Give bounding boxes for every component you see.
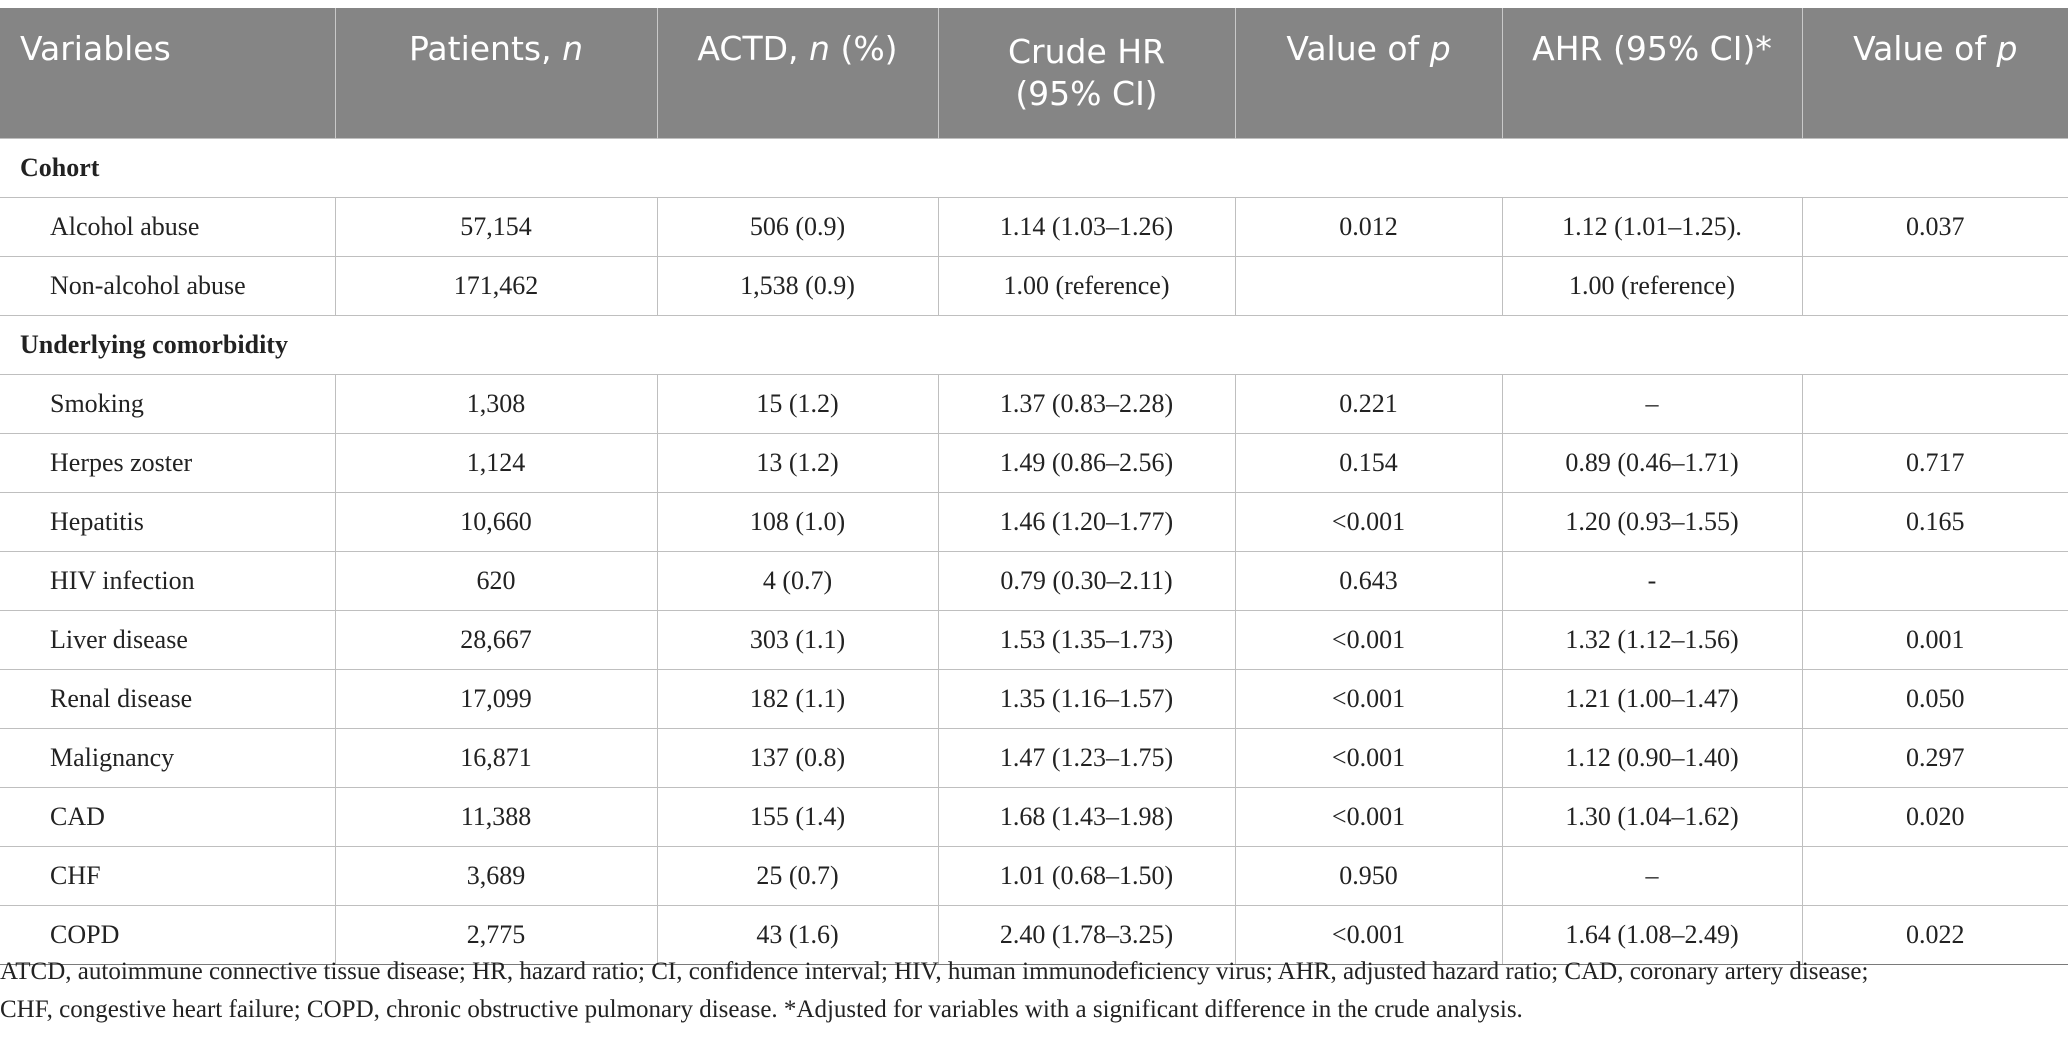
table-cell: Non-alcohol abuse — [0, 257, 335, 316]
table-cell: 137 (0.8) — [657, 729, 938, 788]
table-row — [0, 552, 2068, 611]
table-cell: 0.022 — [1802, 906, 2068, 965]
table-cell: Hepatitis — [0, 493, 335, 552]
table-row — [0, 375, 2068, 434]
table-cell: CAD — [0, 788, 335, 847]
table-cell: 1.53 (1.35–1.73) — [938, 611, 1235, 670]
table-cell: Malignancy — [0, 729, 335, 788]
table-cell: - — [1502, 552, 1802, 611]
section-row — [0, 316, 2068, 375]
header-actd: ACTD, n (%) — [657, 8, 938, 139]
table-cell: HIV infection — [0, 552, 335, 611]
table-cell: 15 (1.2) — [657, 375, 938, 434]
table-cell: 43 (1.6) — [657, 906, 938, 965]
section-row — [0, 139, 2068, 198]
table-cell — [1802, 375, 2068, 434]
table-cell: 0.012 — [1235, 198, 1502, 257]
table-cell: 2,775 — [335, 906, 657, 965]
table-cell: 28,667 — [335, 611, 657, 670]
table-cell: 0.643 — [1235, 552, 1502, 611]
table-cell: Liver disease — [0, 611, 335, 670]
table-cell: <0.001 — [1235, 611, 1502, 670]
table-cell: <0.001 — [1235, 906, 1502, 965]
table-cell: 0.221 — [1235, 375, 1502, 434]
table-cell: 11,388 — [335, 788, 657, 847]
section-title: Underlying comorbidity — [0, 316, 2068, 375]
table-cell: 1.21 (1.00–1.47) — [1502, 670, 1802, 729]
table-cell: 1.32 (1.12–1.56) — [1502, 611, 1802, 670]
footnote-line-1: ATCD, autoimmune connective tissue disease; HR, hazard ratio; CI, confidence interval; HIV, human immunodeficiency virus; AHR, adjusted hazard ratio; CAD, coronary artery disease; — [0, 958, 1869, 985]
table-cell: – — [1502, 375, 1802, 434]
table-cell — [1802, 257, 2068, 316]
table-cell: 1.49 (0.86–2.56) — [938, 434, 1235, 493]
table-cell: 1.35 (1.16–1.57) — [938, 670, 1235, 729]
table-cell: 57,154 — [335, 198, 657, 257]
results-table — [0, 8, 2068, 965]
header-patients: Patients, n — [335, 8, 657, 139]
section-title: Cohort — [0, 139, 2068, 198]
table-cell: 0.037 — [1802, 198, 2068, 257]
table-cell — [1802, 552, 2068, 611]
table-cell: 13 (1.2) — [657, 434, 938, 493]
table-container — [0, 8, 2068, 965]
header-ahr: AHR (95% CI)* — [1502, 8, 1802, 139]
table-cell: Alcohol abuse — [0, 198, 335, 257]
table-cell: <0.001 — [1235, 729, 1502, 788]
table-cell: 1.47 (1.23–1.75) — [938, 729, 1235, 788]
table-cell: 1,538 (0.9) — [657, 257, 938, 316]
table-body — [0, 139, 2068, 965]
table-cell: Smoking — [0, 375, 335, 434]
table-cell — [1235, 257, 1502, 316]
table-cell: 0.165 — [1802, 493, 2068, 552]
table-cell: 0.050 — [1802, 670, 2068, 729]
table-cell: 1.37 (0.83–2.28) — [938, 375, 1235, 434]
table-cell: 4 (0.7) — [657, 552, 938, 611]
table-cell: 0.717 — [1802, 434, 2068, 493]
table-cell: 1.46 (1.20–1.77) — [938, 493, 1235, 552]
table-cell: <0.001 — [1235, 788, 1502, 847]
header-p-value-crude: Value of p — [1235, 8, 1502, 139]
table-cell: 1.68 (1.43–1.98) — [938, 788, 1235, 847]
table-cell: 10,660 — [335, 493, 657, 552]
table-cell: 1.00 (reference) — [1502, 257, 1802, 316]
table-cell: Renal disease — [0, 670, 335, 729]
table-cell: 1.00 (reference) — [938, 257, 1235, 316]
table-cell: 620 — [335, 552, 657, 611]
table-cell: 0.79 (0.30–2.11) — [938, 552, 1235, 611]
table-cell: 1.64 (1.08–2.49) — [1502, 906, 1802, 965]
table-cell: 1.30 (1.04–1.62) — [1502, 788, 1802, 847]
table-cell: 0.001 — [1802, 611, 2068, 670]
table-cell: COPD — [0, 906, 335, 965]
table-cell: 25 (0.7) — [657, 847, 938, 906]
table-cell — [1802, 847, 2068, 906]
table-cell: 1,124 — [335, 434, 657, 493]
table-cell: 1.12 (1.01–1.25). — [1502, 198, 1802, 257]
table-cell: 1,308 — [335, 375, 657, 434]
table-cell: 1.14 (1.03–1.26) — [938, 198, 1235, 257]
table-cell: 0.154 — [1235, 434, 1502, 493]
table-cell: 108 (1.0) — [657, 493, 938, 552]
table-cell: 506 (0.9) — [657, 198, 938, 257]
table-row — [0, 788, 2068, 847]
table-row — [0, 257, 2068, 316]
table-row — [0, 729, 2068, 788]
table-cell: 1.01 (0.68–1.50) — [938, 847, 1235, 906]
table-cell: 0.89 (0.46–1.71) — [1502, 434, 1802, 493]
header-crude-hr: Crude HR (95% CI) — [938, 8, 1235, 139]
table-cell: Herpes zoster — [0, 434, 335, 493]
table-row — [0, 434, 2068, 493]
table-row — [0, 493, 2068, 552]
table-cell: – — [1502, 847, 1802, 906]
table-cell: 17,099 — [335, 670, 657, 729]
header-variables: Variables — [0, 8, 335, 139]
table-cell: 0.020 — [1802, 788, 2068, 847]
table-row — [0, 670, 2068, 729]
header-p-value-adjusted: Value of p — [1802, 8, 2068, 139]
header-row — [0, 8, 2068, 139]
table-cell: 0.950 — [1235, 847, 1502, 906]
table-cell: 303 (1.1) — [657, 611, 938, 670]
table-cell: 2.40 (1.78–3.25) — [938, 906, 1235, 965]
table-cell: 16,871 — [335, 729, 657, 788]
table-cell: <0.001 — [1235, 670, 1502, 729]
table-cell: 1.12 (0.90–1.40) — [1502, 729, 1802, 788]
table-cell: 3,689 — [335, 847, 657, 906]
table-cell: 155 (1.4) — [657, 788, 938, 847]
table-row — [0, 198, 2068, 257]
table-row — [0, 847, 2068, 906]
table-cell: CHF — [0, 847, 335, 906]
table-row — [0, 611, 2068, 670]
table-cell: 0.297 — [1802, 729, 2068, 788]
footnote-line-2: CHF, congestive heart failure; COPD, chronic obstructive pulmonary disease. *Adjusted for variables with a significant difference in the crude analysis. — [0, 996, 1523, 1023]
table-cell: <0.001 — [1235, 493, 1502, 552]
table-cell: 182 (1.1) — [657, 670, 938, 729]
table-cell: 1.20 (0.93–1.55) — [1502, 493, 1802, 552]
table-footnote — [0, 953, 2060, 1029]
table-cell: 171,462 — [335, 257, 657, 316]
